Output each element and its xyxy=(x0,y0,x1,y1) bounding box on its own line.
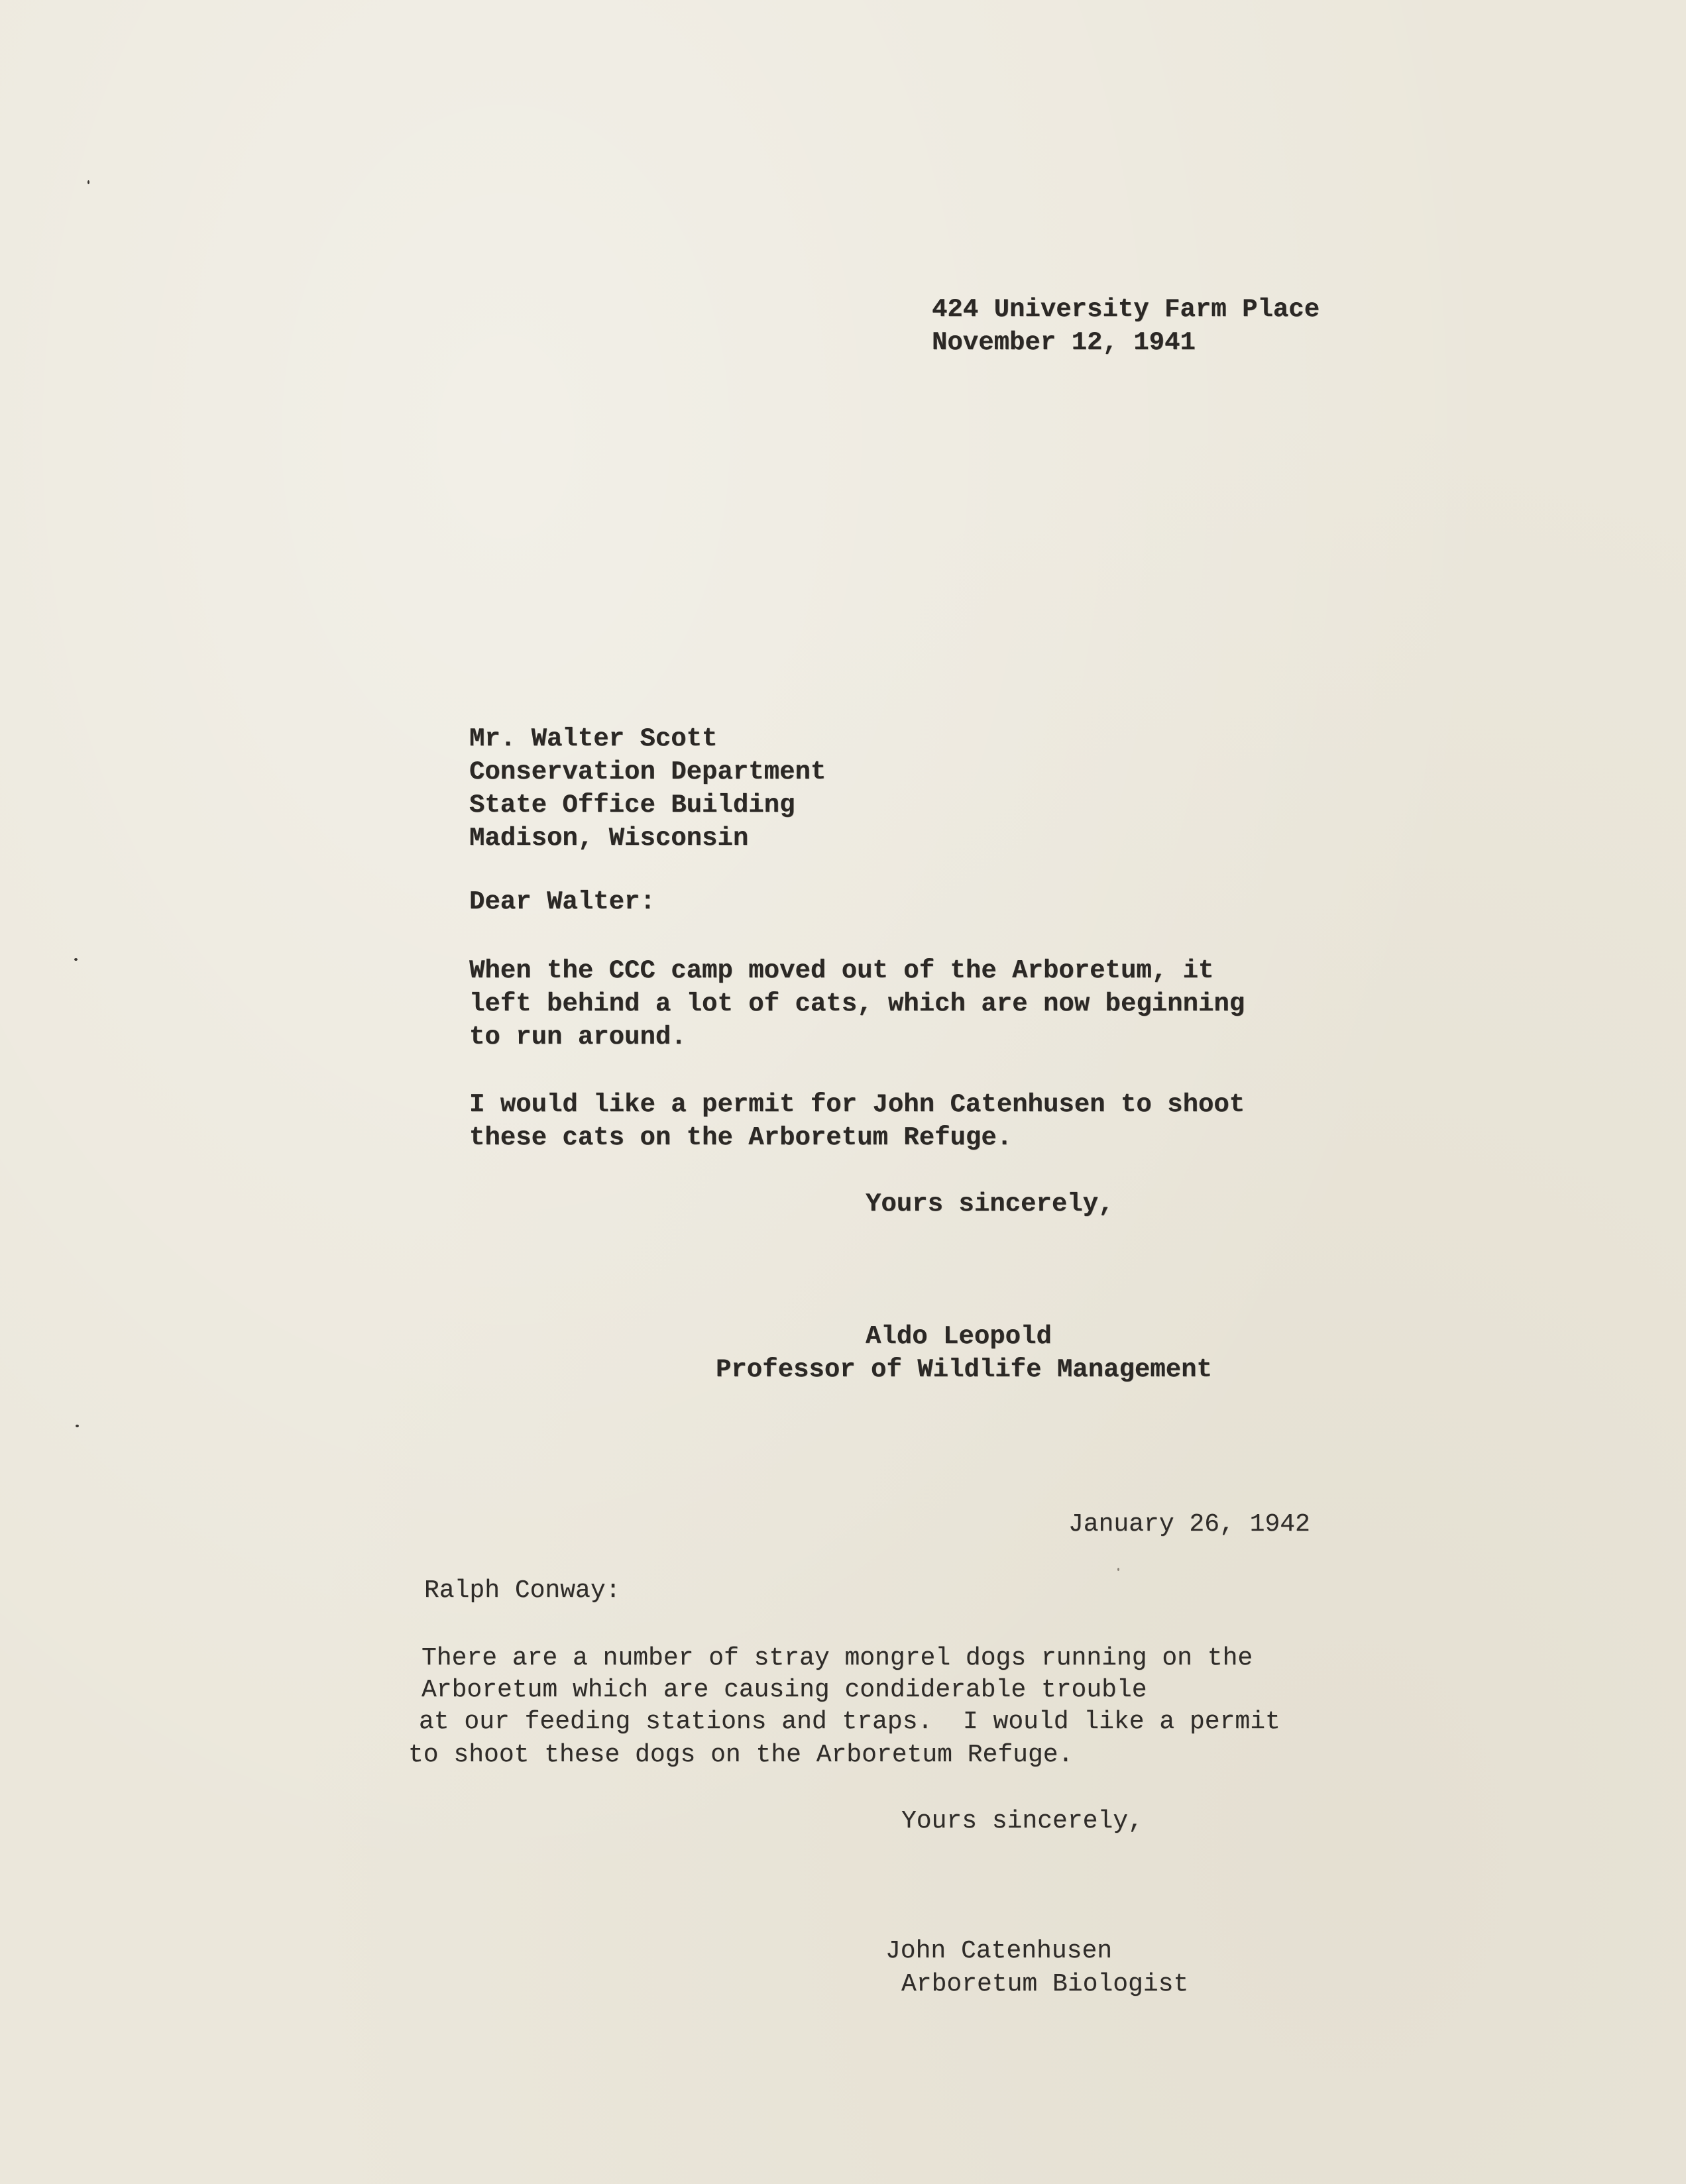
letter2-closing: Yours sincerely, xyxy=(901,1807,1143,1835)
letter2-body-line3: at our feeding stations and traps. I would like a permit xyxy=(419,1708,1280,1736)
letter2-body-line4: to shoot these dogs on the Arboretum Refuge. xyxy=(408,1741,1074,1769)
paper-speck xyxy=(87,180,89,184)
letter1-p1-line2: left behind a lot of cats, which are now beginning xyxy=(469,989,1245,1018)
paper-speck xyxy=(74,958,78,961)
paper-speck xyxy=(1117,1568,1119,1571)
paper-speck xyxy=(76,1425,79,1427)
letter1-p1-line3: to run around. xyxy=(469,1022,687,1052)
recipient-city: Madison, Wisconsin xyxy=(469,824,749,853)
letter1-closing: Yours sincerely, xyxy=(866,1189,1114,1219)
letter2-signer-title: Arboretum Biologist xyxy=(901,1970,1189,1998)
letter1-p2-line1: I would like a permit for John Catenhusen to shoot xyxy=(469,1090,1245,1119)
letter2-body-line1: There are a number of stray mongrel dogs running on the xyxy=(422,1644,1253,1672)
sender-address: 424 University Farm Place xyxy=(932,295,1320,324)
recipient-department: Conservation Department xyxy=(469,757,826,787)
letter1-date: November 12, 1941 xyxy=(932,328,1196,357)
letter1-signer-name: Aldo Leopold xyxy=(866,1322,1052,1351)
letter1-signer-title: Professor of Wildlife Management xyxy=(716,1355,1212,1384)
letter2-body-line2: Arboretum which are causing condiderable trouble xyxy=(422,1676,1147,1704)
letter1-p2-line2: these cats on the Arboretum Refuge. xyxy=(469,1123,1013,1152)
letter1-p1-line1: When the CCC camp moved out of the Arboretum, it xyxy=(469,956,1214,985)
letter2-date: January 26, 1942 xyxy=(1068,1510,1310,1539)
letter2-signer-name: John Catenhusen xyxy=(885,1937,1113,1965)
recipient-building: State Office Building xyxy=(469,791,795,820)
letter1-salutation: Dear Walter: xyxy=(469,887,655,916)
letter2-salutation: Ralph Conway: xyxy=(424,1576,621,1605)
recipient-name: Mr. Walter Scott xyxy=(469,724,718,753)
